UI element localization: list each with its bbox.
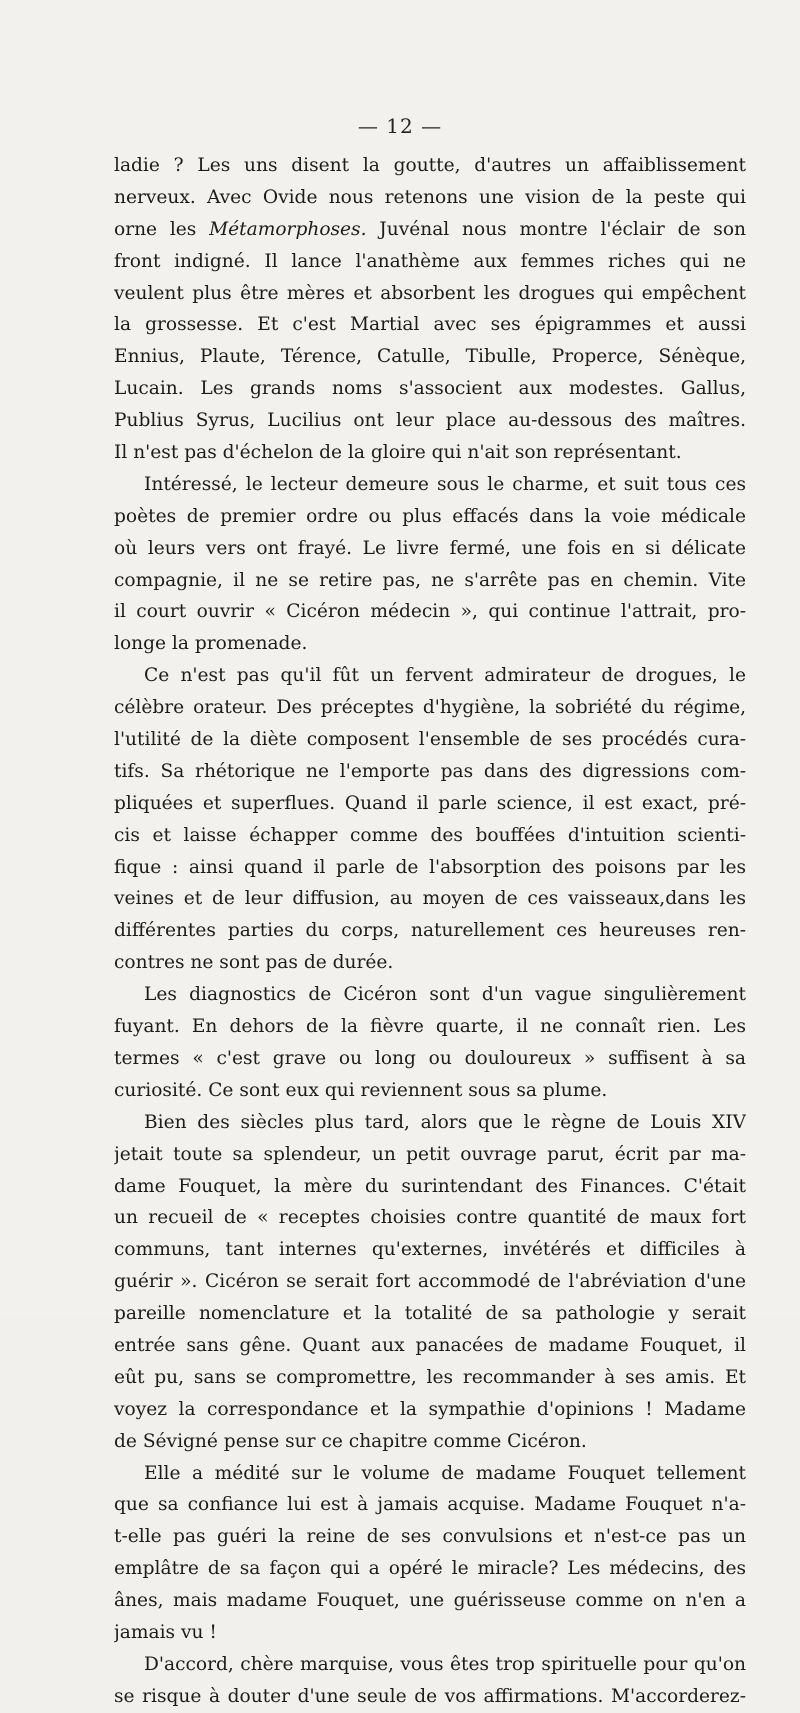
text-line: poètes de premier ordre ou plus effacés dans la voie médicale [114, 505, 746, 527]
text-line: ladie ? Les uns disent la goutte, d'autres un affaiblissement [114, 155, 746, 176]
text-line: Intéressé, le lecteur demeure sous le charme, et suit tous ces [144, 473, 746, 495]
text-line: cis et laisse échapper comme des bouffées d'intuition scienti- [114, 824, 746, 846]
text-line: jetait toute sa splendeur, un petit ouvrage parut, écrit par ma- [114, 1143, 746, 1165]
text-line: voyez la correspondance et la sympathie d'opinions ! Madame [114, 1398, 746, 1420]
text-line: ânes, mais madame Fouquet, une guérisseuse comme on n'en a [114, 1590, 746, 1612]
text-line: compagnie, il ne se retire pas, ne s'arrête pas en chemin. Vite [114, 569, 746, 591]
body-text [114, 150, 746, 1713]
text-run: Juvénal nous montre l'éclair de son [366, 218, 746, 240]
text-line: guérir ». Cicéron se serait fort accommodé de l'abréviation d'une [114, 1271, 746, 1293]
text-line: pareille nomenclature et la totalité de sa pathologie y serait [114, 1303, 746, 1325]
text-line: différentes parties du corps, naturellement ces heureuses ren- [114, 920, 746, 942]
text-line: fuyant. En dehors de la fièvre quarte, il ne connaît rien. Les [114, 1016, 746, 1038]
text-line: entrée sans gêne. Quant aux panacées de madame Fouquet, il [114, 1334, 746, 1356]
text-line [114, 214, 746, 246]
text-line: longe la promenade. [114, 633, 308, 655]
text-line: que sa confiance lui est à jamais acquise. Madame Fouquet n'a- [114, 1494, 746, 1516]
text-line: tifs. Sa rhétorique ne l'emporte pas dans des digressions com- [114, 760, 746, 782]
text-line: il court ouvrir « Cicéron médecin », qui continue l'attrait, pro- [114, 601, 746, 623]
text-line: l'utilité de la diète composent l'ensemble de ses procédés cura- [114, 729, 746, 751]
text-line: Publius Syrus, Lucilius ont leur place au-dessous des maîtres. [114, 410, 746, 432]
text-line: où leurs vers ont frayé. Le livre fermé, une fois en si délicate [114, 537, 746, 559]
text-line: se risque à douter d'une seule de vos affirmations. M'accorderez- [114, 1685, 746, 1707]
text-line: de Sévigné pense sur ce chapitre comme Cicéron. [114, 1430, 587, 1452]
text-line: nerveux. Avec Ovide nous retenons une vision de la peste qui [114, 186, 746, 208]
text-line: curiosité. Ce sont eux qui reviennent sous sa plume. [114, 1079, 608, 1101]
text-line: contres ne sont pas de durée. [114, 952, 394, 974]
text-line: Bien des siècles plus tard, alors que le règne de Louis XIV [144, 1111, 746, 1133]
text-line: Les diagnostics de Cicéron sont d'un vague singulièrement [144, 984, 746, 1006]
text-line: dame Fouquet, la mère du surintendant des Finances. C'était [114, 1175, 746, 1197]
text-line: communs, tant internes qu'externes, invétérés et difficiles à [114, 1239, 746, 1261]
text-run: orne les [114, 218, 210, 240]
text-line: fique : ainsi quand il parle de l'absorption des poisons par les [114, 856, 746, 878]
text-line: front indigné. Il lance l'anathème aux femmes riches qui ne [114, 250, 746, 272]
text-line: Elle a médité sur le volume de madame Fouquet tellement [144, 1462, 746, 1484]
text-line: jamais vu ! [114, 1621, 217, 1643]
text-line: un recueil de « receptes choisies contre quantité de maux fort [114, 1207, 746, 1229]
text-line: D'accord, chère marquise, vous êtes trop spirituelle pour qu'on [144, 1653, 746, 1675]
text-line: termes « c'est grave ou long ou douloureux » suffisent à sa [114, 1047, 746, 1069]
text-line: pliquées et superflues. Quand il parle science, il est exact, pré- [114, 792, 746, 814]
page-number: — 12 — [357, 114, 443, 138]
text-line: Ennius, Plaute, Térence, Catulle, Tibulle, Properce, Sénèque, [114, 346, 746, 368]
text-line: veulent plus être mères et absorbent les drogues qui empêchent [114, 282, 746, 304]
text-line: veines et de leur diffusion, au moyen de ces vaisseaux,dans les [114, 888, 746, 910]
book-title-metamorphoses: Métamorphoses. [209, 218, 367, 240]
text-line: Il n'est pas d'échelon de la gloire qui n'ait son représentant. [114, 442, 682, 464]
text-line: la grossesse. Et c'est Martial avec ses épigrammes et aussi [114, 314, 746, 336]
text-line: Ce n'est pas qu'il fût un fervent admirateur de drogues, le [144, 665, 746, 687]
text-line: Lucain. Les grands noms s'associent aux modestes. Gallus, [114, 378, 746, 400]
text-line: célèbre orateur. Des préceptes d'hygiène, la sobriété du régime, [114, 697, 746, 719]
text-line: emplâtre de sa façon qui a opéré le miracle? Les médecins, des [114, 1558, 746, 1580]
text-line: eût pu, sans se compromettre, les recommander à ses amis. Et [114, 1366, 746, 1388]
text-line: t-elle pas guéri la reine de ses convulsions et n'est-ce pas un [114, 1526, 746, 1548]
